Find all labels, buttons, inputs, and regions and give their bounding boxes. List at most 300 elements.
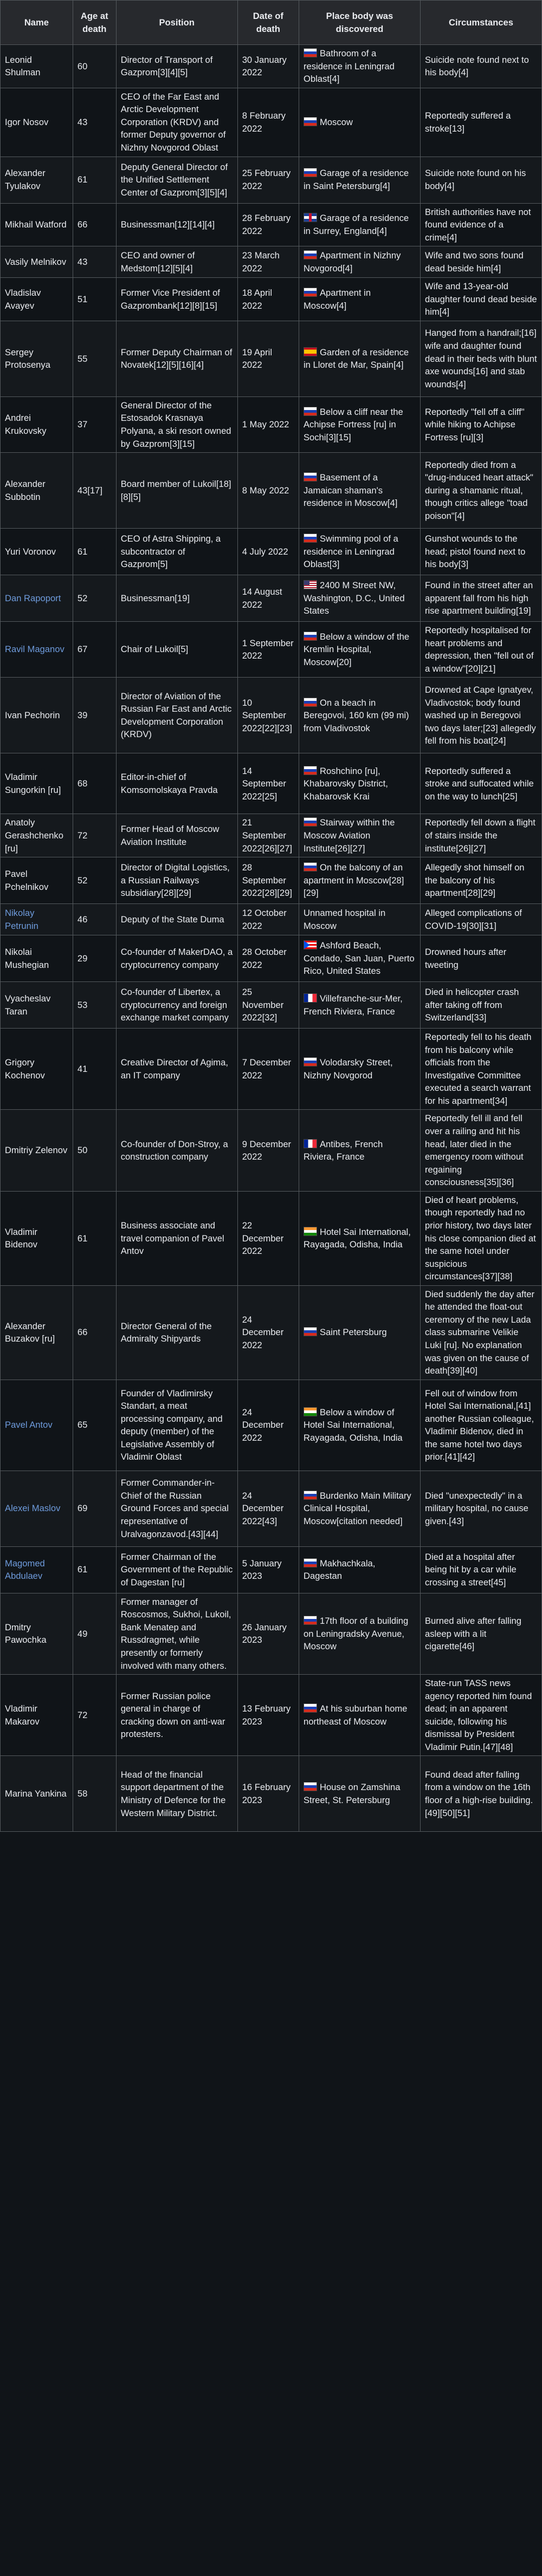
cell-name xyxy=(1,1756,73,1832)
cell-place xyxy=(299,157,420,203)
cell-position xyxy=(116,814,237,857)
table-row xyxy=(1,1029,542,1110)
in-flag-icon xyxy=(304,1227,317,1236)
cell-circumstances xyxy=(420,203,541,246)
table-row xyxy=(1,321,542,396)
cell-date xyxy=(237,1593,299,1674)
cell-position-text: Deputy General Director of the Unified Settlement Center of Gazprom[3][5][4] xyxy=(120,161,228,198)
cell-position xyxy=(116,453,237,529)
cell-circumstances xyxy=(420,575,541,622)
cell-circumstances xyxy=(420,529,541,575)
cell-position-text: Former Head of Moscow Aviation Institute xyxy=(120,824,220,847)
cell-position xyxy=(116,45,237,88)
cell-position xyxy=(116,88,237,157)
cell-name xyxy=(1,396,73,452)
cell-name xyxy=(1,321,73,396)
cell-place xyxy=(299,904,420,935)
cell-age xyxy=(73,575,116,622)
cell-name-text: Alexander Subbotin xyxy=(5,479,46,502)
cell-place xyxy=(299,982,420,1029)
cell-age-text: 49 xyxy=(77,1628,88,1639)
cell-position-text: Former Chairman of the Government of the Republic of Dagestan [ru] xyxy=(120,1551,233,1588)
cell-circumstances xyxy=(420,678,541,753)
cell-position-text: Head of the financial support department of the Ministry of Defence for the Western Military District. xyxy=(120,1769,226,1818)
cell-circumstances xyxy=(420,622,541,678)
cell-name xyxy=(1,857,73,904)
cell-date xyxy=(237,1756,299,1832)
cell-date-text: 18 April 2022 xyxy=(242,287,273,311)
cell-place-text: Moscow xyxy=(319,116,353,127)
ru-flag-icon xyxy=(304,766,317,775)
table-row xyxy=(1,1756,542,1832)
table-row xyxy=(1,88,542,157)
table-row xyxy=(1,1110,542,1191)
table-row xyxy=(1,1675,542,1756)
fr-flag-icon xyxy=(304,1139,317,1148)
cell-circumstances xyxy=(420,1380,541,1471)
cell-date-text: 24 December 2022 xyxy=(242,1314,284,1350)
cell-name-text: Nikolai Mushegian xyxy=(5,947,49,970)
cell-name xyxy=(1,1029,73,1110)
cell-age xyxy=(73,246,116,278)
cell-age xyxy=(73,1029,116,1110)
cell-position xyxy=(116,753,237,814)
ru-flag-icon xyxy=(304,1558,317,1567)
table-row xyxy=(1,982,542,1029)
cell-position-text: CEO of the Far East and Arctic Development Corporation (KRDV) and former Deputy governor of Nizhny Novgorod Oblast xyxy=(120,91,226,153)
cell-age-text: 41 xyxy=(77,1063,88,1074)
ru-flag-icon xyxy=(304,168,317,177)
cell-date xyxy=(237,157,299,203)
cell-position-text: Co-founder of Libertex, a cryptocurrency and foreign exchange market company xyxy=(120,987,229,1023)
table-row xyxy=(1,935,542,982)
us-flag-icon xyxy=(304,580,317,589)
cell-position xyxy=(116,1756,237,1832)
cell-circumstances xyxy=(420,157,541,203)
cell-age-text: 66 xyxy=(77,1327,88,1338)
cell-date xyxy=(237,753,299,814)
cell-circumstances-text: Found in the street after an apparent fall from his high rise apartment building[19] xyxy=(424,580,533,616)
cell-place-text: Swimming pool of a residence in Leningrad Oblast[3] xyxy=(303,534,398,570)
cell-date-text: 26 January 2023 xyxy=(242,1622,287,1645)
cell-place xyxy=(299,1029,420,1110)
cell-age-text: 53 xyxy=(77,999,88,1010)
ru-flag-icon xyxy=(304,250,317,259)
cell-place xyxy=(299,321,420,396)
cell-position xyxy=(116,678,237,753)
cell-position xyxy=(116,1191,237,1285)
cell-circumstances-text: Reportedly hospitalised for heart problems and depression, then "fell out of a window"[20][21] xyxy=(424,625,534,674)
cell-age-text: 61 xyxy=(77,1564,88,1575)
cell-position xyxy=(116,935,237,982)
header-date[interactable]: Date of death xyxy=(237,1,299,45)
cell-circumstances xyxy=(420,935,541,982)
cell-place xyxy=(299,1756,420,1832)
cell-place-text: Antibes, French Riviera, France xyxy=(303,1139,383,1162)
cell-circumstances-text: Gunshot wounds to the head; pistol found next to his body[3] xyxy=(424,534,526,570)
cell-name-text: Vasily Melnikov xyxy=(5,256,67,267)
cell-position xyxy=(116,1675,237,1756)
cell-date-text: 1 September 2022 xyxy=(242,638,294,661)
cell-place xyxy=(299,1675,420,1756)
cell-name-text[interactable]: Nikolay Petrunin xyxy=(5,908,38,931)
cell-position xyxy=(116,622,237,678)
cell-name-text[interactable]: Pavel Antov xyxy=(5,1420,53,1430)
cell-age xyxy=(73,1675,116,1756)
cell-name-text: Sergey Protosenya xyxy=(5,347,50,370)
cell-age-text: 66 xyxy=(77,219,88,230)
header-name[interactable]: Name xyxy=(1,1,73,45)
cell-circumstances-text: Died of heart problems, though reportedly had no prior history, two days later his close companion died at the same hotel under suspicious circumstances[37][38] xyxy=(424,1194,536,1282)
in-flag-icon xyxy=(304,1407,317,1416)
cell-date-text: 7 December 2022 xyxy=(242,1057,292,1081)
cell-place xyxy=(299,935,420,982)
cell-name-text: Vladislav Avayev xyxy=(5,287,41,311)
cell-date xyxy=(237,321,299,396)
cell-age-text: 43[17] xyxy=(77,485,103,496)
cell-circumstances xyxy=(420,278,541,321)
cell-date xyxy=(237,857,299,904)
cell-position xyxy=(116,157,237,203)
cell-position-text: Creative Director of Agima, an IT company xyxy=(120,1057,228,1081)
cell-age xyxy=(73,321,116,396)
cell-name xyxy=(1,203,73,246)
cell-circumstances-text: British authorities have not found evidence of a crime[4] xyxy=(424,206,531,243)
cell-age xyxy=(73,904,116,935)
table-row xyxy=(1,753,542,814)
cell-circumstances xyxy=(420,753,541,814)
cell-position xyxy=(116,904,237,935)
cell-name-text[interactable]: Alexei Maslov xyxy=(5,1503,61,1514)
cell-age-text: 61 xyxy=(77,1233,88,1244)
cell-position-text: Director of Aviation of the Russian Far East and Arctic Development Corporation (KRDV) xyxy=(120,691,232,740)
cell-age-text: 55 xyxy=(77,353,88,364)
cell-date-text: 16 February 2023 xyxy=(242,1782,291,1805)
cell-circumstances xyxy=(420,396,541,452)
cell-name-text: Mikhail Watford xyxy=(5,219,67,230)
cell-position xyxy=(116,857,237,904)
cell-circumstances-text: Reportedly fell down a flight of stairs inside the institute[26][27] xyxy=(424,817,535,854)
cell-circumstances xyxy=(420,857,541,904)
cell-age xyxy=(73,453,116,529)
cell-age xyxy=(73,1756,116,1832)
cell-circumstances xyxy=(420,88,541,157)
cell-age xyxy=(73,753,116,814)
cell-date xyxy=(237,246,299,278)
cell-place xyxy=(299,1380,420,1471)
cell-name-text[interactable]: Dan Rapoport xyxy=(5,593,61,603)
cell-name-text[interactable]: Ravil Maganov xyxy=(5,644,64,655)
cell-age-text: 69 xyxy=(77,1503,88,1514)
table-row xyxy=(1,1546,542,1593)
cell-name-text[interactable]: Magomed Abdulaev xyxy=(5,1558,45,1582)
cell-position-text: Director General of the Admiralty Shipyards xyxy=(120,1320,212,1344)
cell-circumstances xyxy=(420,321,541,396)
cell-date xyxy=(237,904,299,935)
cell-age-text: 60 xyxy=(77,61,88,71)
cell-position-text: Editor-in-chief of Komsomolskaya Pravda xyxy=(120,772,218,795)
table-row xyxy=(1,246,542,278)
cell-place-text: House on Zamshina Street, St. Petersburg xyxy=(303,1782,401,1805)
cell-circumstances-text: Burned alive after falling asleep with a lit cigarette[46] xyxy=(424,1616,521,1652)
ru-flag-icon xyxy=(304,1327,317,1336)
cell-age-text: 52 xyxy=(77,875,88,886)
cell-age xyxy=(73,678,116,753)
cell-date xyxy=(237,396,299,452)
cell-circumstances-text: Suicide note found next to his body[4] xyxy=(424,54,529,78)
cell-date xyxy=(237,1191,299,1285)
cell-name-text: Vladimir Sungorkin [ru] xyxy=(5,772,61,795)
cell-place-text: Ashford Beach, Condado, San Juan, Puerto Rico, United States xyxy=(303,940,415,977)
cell-position-text: Former Commander-in-Chief of the Russian Ground Forces and special representative of Uralvagonzavod.[43][44] xyxy=(120,1478,229,1539)
table-row xyxy=(1,814,542,857)
table-row xyxy=(1,1471,542,1546)
cell-date xyxy=(237,278,299,321)
cell-position xyxy=(116,396,237,452)
cell-date xyxy=(237,45,299,88)
cell-name-text: Vyacheslav Taran xyxy=(5,993,51,1017)
table-header-row xyxy=(1,1,542,45)
cell-age-text: 29 xyxy=(77,953,88,964)
cell-age xyxy=(73,396,116,452)
cell-circumstances-text: Fell out of window from Hotel Sai International,[41] another Russian colleague, Vladimir Bidenov, died in the same hotel two days prior.[41][42] xyxy=(424,1388,534,1462)
table-row xyxy=(1,1593,542,1674)
cell-age xyxy=(73,1593,116,1674)
cell-circumstances-text: Drowned hours after tweeting xyxy=(424,947,507,970)
cell-date xyxy=(237,203,299,246)
cell-place xyxy=(299,453,420,529)
header-position[interactable]: Position xyxy=(116,1,237,45)
cell-place-text: Volodarsky Street, Nizhny Novgorod xyxy=(303,1057,393,1081)
cell-age-text: 72 xyxy=(77,830,88,841)
cell-circumstances xyxy=(420,1285,541,1380)
cell-position-text: Businessman[12][14][4] xyxy=(120,219,215,230)
cell-age-text: 72 xyxy=(77,1709,88,1720)
cell-age xyxy=(73,1471,116,1546)
cell-name[interactable] xyxy=(1,1546,73,1593)
cell-circumstances xyxy=(420,246,541,278)
cell-name xyxy=(1,453,73,529)
cell-circumstances-text: Died suddenly the day after he attended the float-out ceremony of the new Lada class submarine Velikie Luki [ru]. No explanation was given on the cause of death[39][40] xyxy=(424,1289,534,1376)
cell-circumstances xyxy=(420,1675,541,1756)
cell-circumstances-text: Died "unexpectedly" in a military hospital, no cause given.[43] xyxy=(424,1490,528,1526)
cell-date-text: 10 September 2022[22][23] xyxy=(242,697,292,733)
table-row xyxy=(1,278,542,321)
cell-place-text: 2400 M Street NW, Washington, D.C., United States xyxy=(303,580,405,616)
ru-flag-icon xyxy=(304,1782,317,1791)
cell-date xyxy=(237,1110,299,1191)
cell-place-text: Basement of a Jamaican shaman's residence in Moscow[4] xyxy=(303,472,398,509)
cell-date xyxy=(237,678,299,753)
cell-age xyxy=(73,1191,116,1285)
cell-place-text: Garden of a residence in Lloret de Mar, Spain[4] xyxy=(303,347,409,370)
cell-age-text: 68 xyxy=(77,778,88,789)
cell-circumstances-text: Reportedly "fell off a cliff" while hiking to Achipse Fortress [ru][3] xyxy=(424,406,525,443)
cell-place xyxy=(299,1546,420,1593)
cell-age-text: 58 xyxy=(77,1788,88,1799)
cell-name-text: Alexander Buzakov [ru] xyxy=(5,1320,55,1344)
cell-position xyxy=(116,575,237,622)
gb-flag-icon xyxy=(304,213,317,222)
cell-position xyxy=(116,529,237,575)
cell-place xyxy=(299,396,420,452)
header-circumstances[interactable]: Circumstances xyxy=(420,1,541,45)
cell-age-text: 67 xyxy=(77,644,88,655)
cell-circumstances-text: Reportedly suffered a stroke[13] xyxy=(424,110,511,134)
cell-circumstances-text: Wife and two sons found dead beside him[4] xyxy=(424,250,524,274)
cell-place xyxy=(299,1593,420,1674)
cell-age-text: 46 xyxy=(77,914,88,925)
cell-date xyxy=(237,622,299,678)
table-body xyxy=(1,45,542,1832)
cell-place-text: Burdenko Main Military Clinical Hospital, Moscow[citation needed] xyxy=(303,1490,411,1526)
cell-date xyxy=(237,1471,299,1546)
cell-circumstances xyxy=(420,904,541,935)
cell-date xyxy=(237,982,299,1029)
cell-place xyxy=(299,278,420,321)
cell-name-text: Ivan Pechorin xyxy=(5,710,60,721)
cell-place xyxy=(299,1191,420,1285)
cell-name xyxy=(1,1191,73,1285)
cell-date xyxy=(237,935,299,982)
cell-circumstances-text: Reportedly suffered a stroke and suffocated while on the way to lunch[25] xyxy=(424,765,534,802)
cell-place-text: At his suburban home northeast of Moscow xyxy=(303,1703,408,1727)
cell-age-text: 43 xyxy=(77,256,88,267)
cell-circumstances xyxy=(420,1756,541,1832)
cell-age xyxy=(73,1110,116,1191)
cell-place xyxy=(299,857,420,904)
cell-age xyxy=(73,278,116,321)
cell-date-text: 24 December 2022 xyxy=(242,1407,284,1443)
cell-place-text: Villefranche-sur-Mer, French Riviera, France xyxy=(303,993,403,1017)
table-row xyxy=(1,1285,542,1380)
cell-place-text: Below a window of Hotel Sai International, Rayagada, Odisha, India xyxy=(303,1407,403,1443)
cell-date-text: 14 August 2022 xyxy=(242,587,282,610)
cell-place-text: Roshchino [ru], Khabarovsky District, Khabarovsk Krai xyxy=(303,765,388,802)
cell-name-text: Pavel Pchelnikov xyxy=(5,869,49,892)
cell-date xyxy=(237,575,299,622)
cell-place-text: Saint Petersburg xyxy=(319,1327,387,1338)
cell-place xyxy=(299,45,420,88)
cell-age xyxy=(73,529,116,575)
cell-position-text: Former Russian police general in charge of cracking down on anti-war protesters. xyxy=(120,1690,225,1740)
ru-flag-icon xyxy=(304,1491,317,1500)
cell-name[interactable] xyxy=(1,575,73,622)
cell-circumstances-text: Suicide note found on his body[4] xyxy=(424,168,526,191)
ru-flag-icon xyxy=(304,1616,317,1625)
cell-name[interactable] xyxy=(1,904,73,935)
cell-name xyxy=(1,1110,73,1191)
cell-age xyxy=(73,1285,116,1380)
cell-position-text: Chair of Lukoil[5] xyxy=(120,644,189,655)
cell-date-text: 5 January 2023 xyxy=(242,1558,282,1582)
cell-age-text: 39 xyxy=(77,710,88,721)
cell-age xyxy=(73,157,116,203)
cell-circumstances xyxy=(420,1471,541,1546)
cell-position-text: General Director of the Estosadok Krasnaya Polyana, a ski resort owned by Gazprom[3][15] xyxy=(120,400,231,449)
cell-date-text: 8 February 2022 xyxy=(242,110,286,134)
cell-name-text: Andrei Krukovsky xyxy=(5,413,47,436)
ru-flag-icon xyxy=(304,862,317,871)
table-row xyxy=(1,203,542,246)
cell-name[interactable] xyxy=(1,1380,73,1471)
cell-date-text: 28 February 2022 xyxy=(242,213,291,236)
fr-flag-icon xyxy=(304,993,317,1003)
cell-place xyxy=(299,1471,420,1546)
cell-date xyxy=(237,1029,299,1110)
cell-circumstances-text: Died in helicopter crash after taking off from Switzerland[33] xyxy=(424,987,519,1023)
cell-date xyxy=(237,1285,299,1380)
cell-place xyxy=(299,575,420,622)
table-row xyxy=(1,857,542,904)
cell-circumstances xyxy=(420,1191,541,1285)
table-row xyxy=(1,157,542,203)
cell-place xyxy=(299,814,420,857)
cell-circumstances xyxy=(420,982,541,1029)
cell-circumstances-text: Died at a hospital after being hit by a car while crossing a street[45] xyxy=(424,1551,517,1588)
cell-date xyxy=(237,1546,299,1593)
ru-flag-icon xyxy=(304,407,317,416)
ru-flag-icon xyxy=(304,288,317,297)
pr-flag-icon xyxy=(304,940,317,949)
cell-position-text: Founder of Vladimirsky Standart, a meat processing company, and deputy (member) of the Legislative Assembly of Vladimir Oblast xyxy=(120,1388,223,1462)
cell-name xyxy=(1,814,73,857)
cell-position xyxy=(116,1471,237,1546)
cell-circumstances-text: Reportedly died from a "drug-induced heart attack" during a shamanic ritual, though critics allege "toad poison"[4] xyxy=(424,459,533,521)
cell-place xyxy=(299,678,420,753)
cell-name-text: Alexander Tyulakov xyxy=(5,168,46,191)
cell-name-text: Anatoly Gerashchenko [ru] xyxy=(5,817,63,854)
cell-place-text: On the balcony of an apartment in Moscow[28][29] xyxy=(303,862,404,899)
cell-position xyxy=(116,278,237,321)
cell-date xyxy=(237,88,299,157)
cell-position-text: Former Vice President of Gazprombank[12][8][15] xyxy=(120,287,220,311)
cell-date-text: 1 May 2022 xyxy=(242,419,289,430)
cell-age-text: 51 xyxy=(77,294,88,304)
table-row xyxy=(1,1191,542,1285)
cell-position-text: CEO and owner of Medstom[12][5][4] xyxy=(120,250,195,274)
cell-date-text: 14 September 2022[25] xyxy=(242,765,286,802)
cell-date-text: 25 November 2022[32] xyxy=(242,987,284,1023)
cell-position-text: Co-founder of Don-Stroy, a construction company xyxy=(120,1139,228,1162)
cell-name xyxy=(1,1675,73,1756)
cell-place-text: Makhachkala, Dagestan xyxy=(303,1558,376,1582)
header-age[interactable]: Age at death xyxy=(73,1,116,45)
cell-circumstances xyxy=(420,1110,541,1191)
cell-age xyxy=(73,982,116,1029)
cell-circumstances-text: Drowned at Cape Ignatyev, Vladivostok; body found washed up in Beregovoi two days later;[23] allegedly fell from his boat[24] xyxy=(424,684,536,746)
cell-name-text: Yuri Voronov xyxy=(5,546,56,557)
cell-position-text: Former manager of Roscosmos, Sukhoi, Lukoil, Bank Menatep and Russdragmet, while presently or formerly involved with many others. xyxy=(120,1596,231,1671)
cell-circumstances-text: Allegedly shot himself on the balcony of his apartment[28][29] xyxy=(424,862,525,899)
ru-flag-icon xyxy=(304,472,317,482)
cell-place xyxy=(299,246,420,278)
cell-name[interactable] xyxy=(1,1471,73,1546)
cell-position xyxy=(116,246,237,278)
cell-position xyxy=(116,982,237,1029)
cell-name xyxy=(1,1285,73,1380)
cell-name-text: Leonid Shulman xyxy=(5,54,41,78)
cell-position-text: Business associate and travel companion of Pavel Antov xyxy=(120,1220,224,1257)
cell-name-text: Grigory Kochenov xyxy=(5,1057,45,1081)
cell-date-text: 24 December 2022[43] xyxy=(242,1490,284,1526)
cell-name xyxy=(1,278,73,321)
cell-name[interactable] xyxy=(1,622,73,678)
cell-place-text: Stairway within the Moscow Aviation Institute[26][27] xyxy=(303,817,395,854)
cell-date-text: 4 July 2022 xyxy=(242,546,288,557)
cell-place xyxy=(299,203,420,246)
header-place[interactable]: Place body was discovered xyxy=(299,1,420,45)
